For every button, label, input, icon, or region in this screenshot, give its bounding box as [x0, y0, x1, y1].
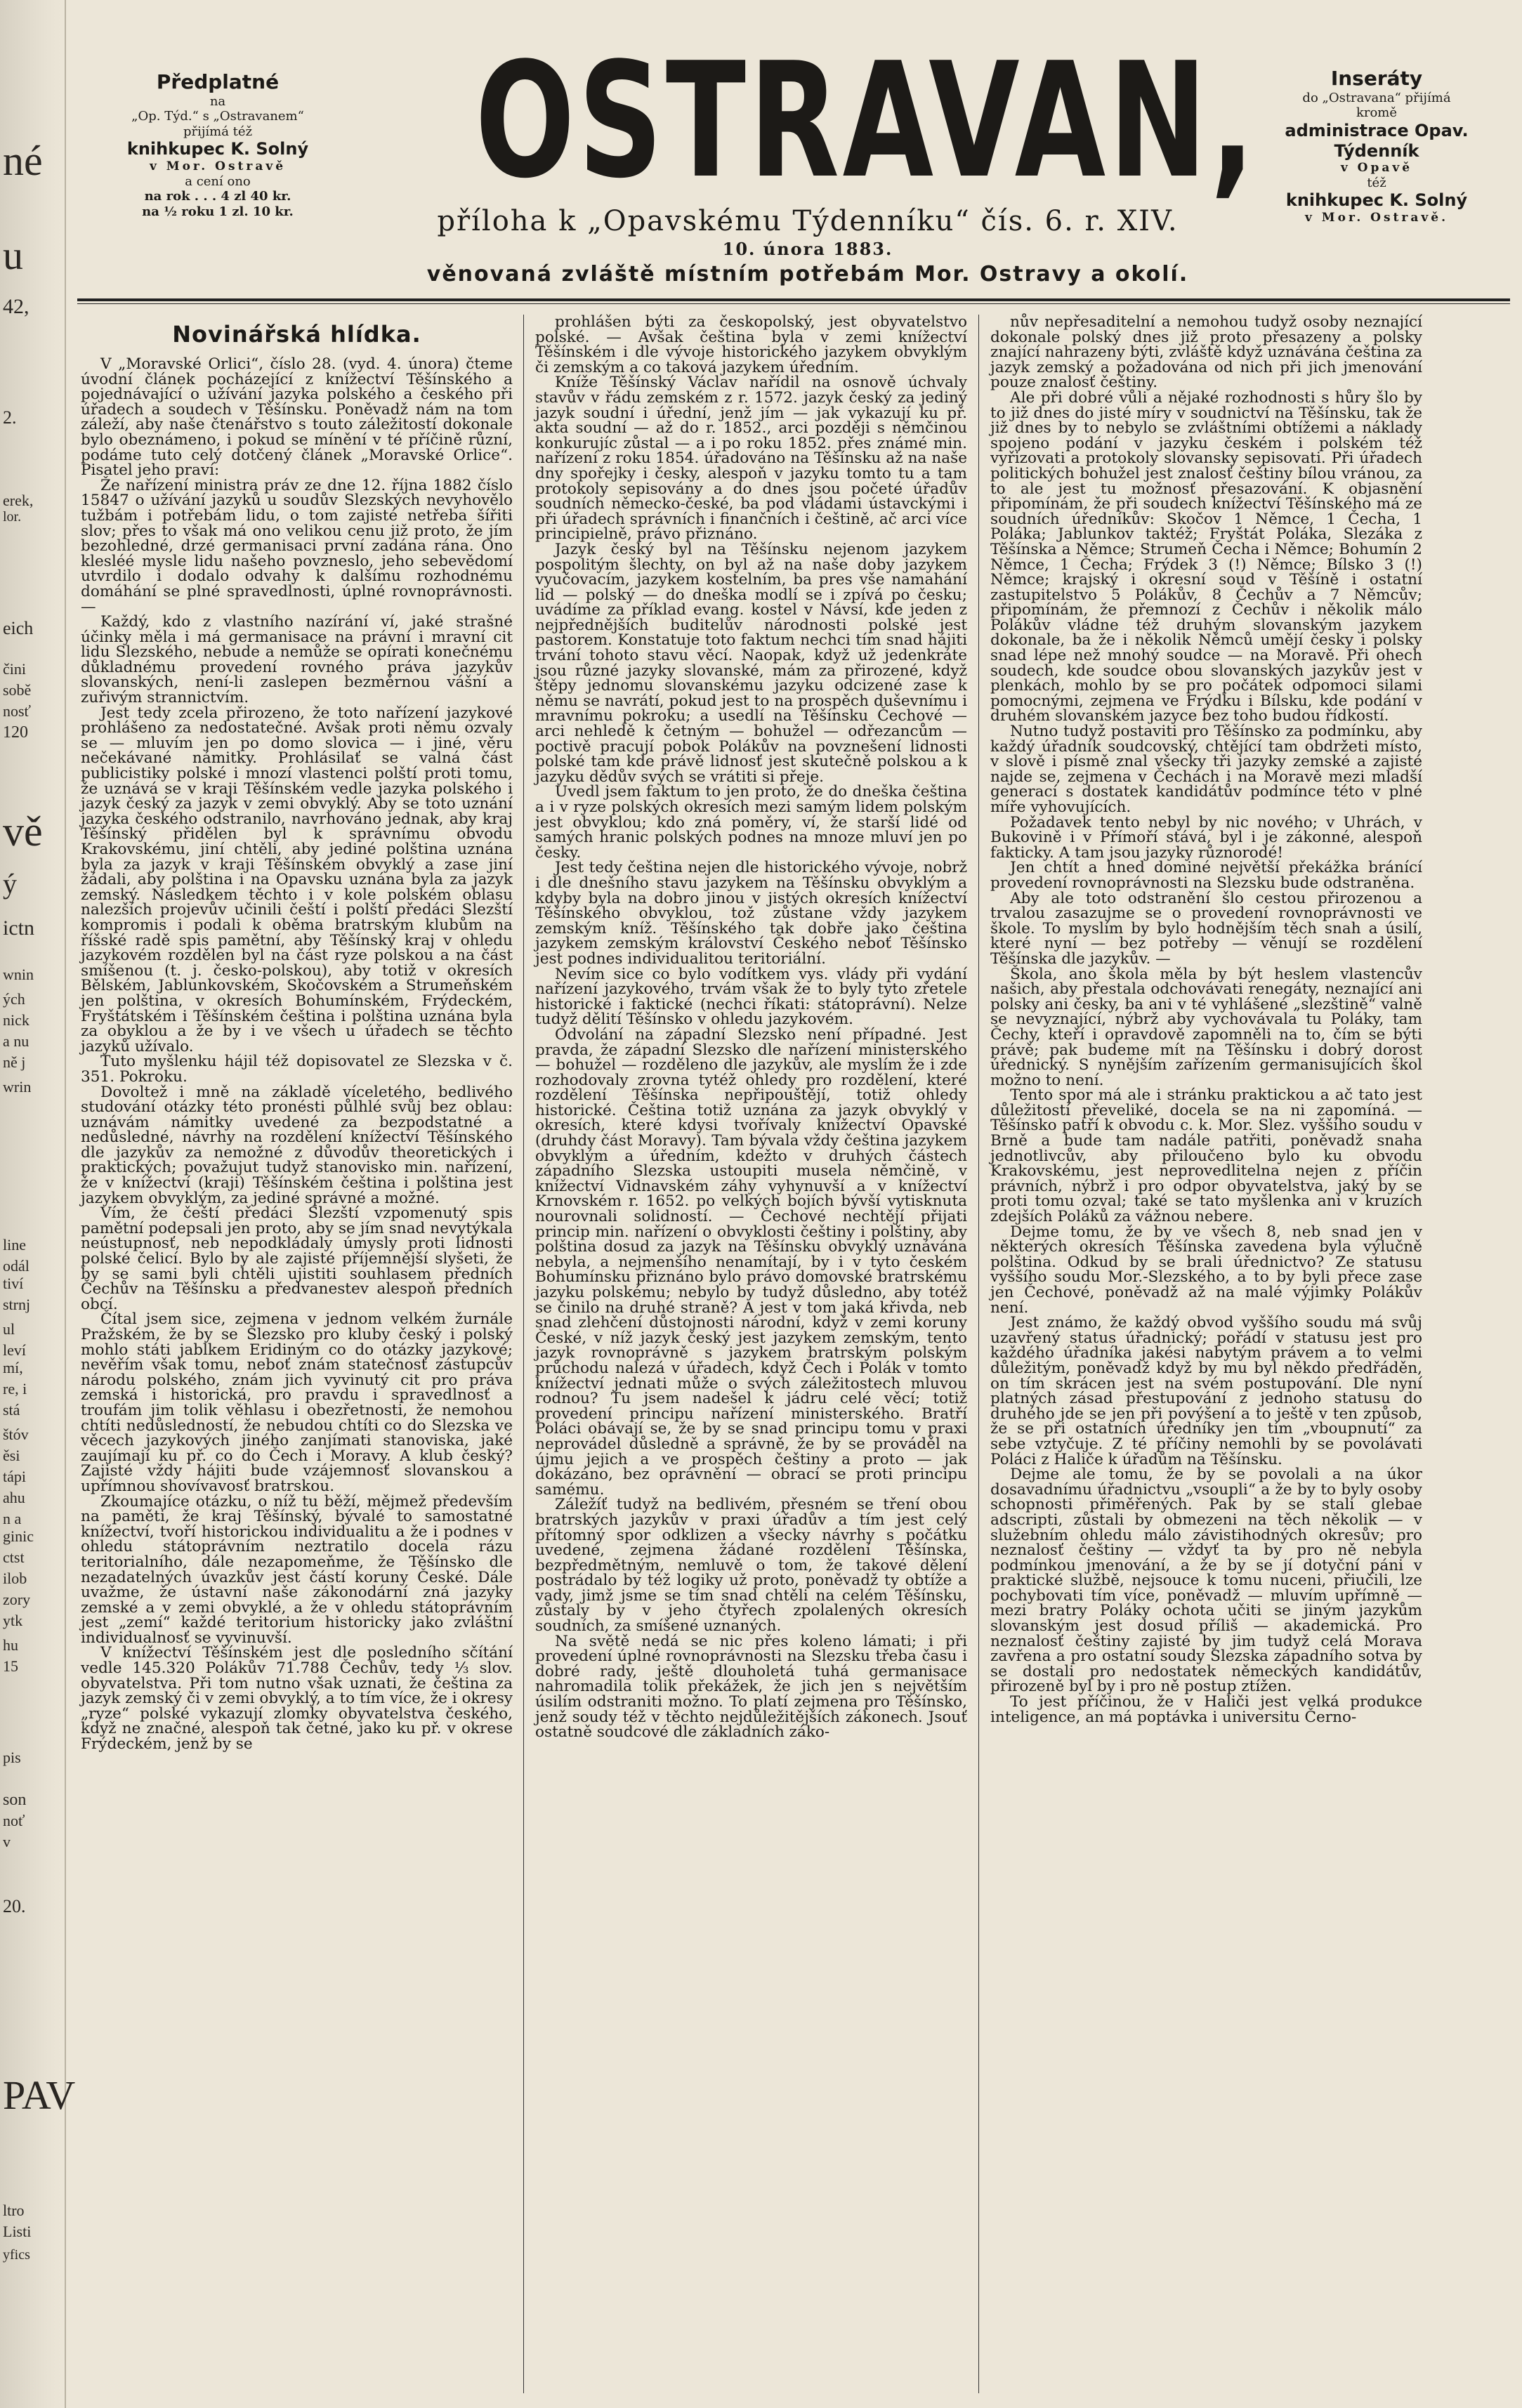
subscription-line: „Op. Týd.“ s „Ostravanem“ — [131, 109, 304, 124]
bleed-text-fragment: erek, — [3, 492, 34, 509]
bleed-text-fragment: pis — [3, 1749, 21, 1766]
article-paragraph: Kníže Těšínský Václav nařídil na osnově úchvaly stavův v řádu zemském z r. 1572. jazyk český za jediný jazyk soudní i úřední, jenž jím — jak vykazují ku př. akta soudní — až do r. 1852., arci později s němčinou konkurujíc zůstal — a i po roku 1852. přes známé min. nařízení z roku 1854. úřadováno na Těšínsku až na naše dny spořejky i česky, alespoň v jazyku tomto tu a tam protokoly sepisovány a do dnes jsou početé úřadův soudních německo-české, ba pod vládami ústavckými i při úřadech správních i finančních i češtině, ač arci více principielně, právo přiznáno. — [535, 374, 967, 544]
advertising-line: též — [1367, 175, 1386, 190]
bleed-text-fragment: n a — [3, 1510, 22, 1527]
column-2-body — [535, 315, 967, 1740]
bleed-text-fragment: wnin — [3, 966, 34, 983]
article-paragraph: Ale při dobré vůli a nějaké rozhodnosti s hůry šlo by to již dnes do jisté míry v soudnictví na Těšínsku, tak že již dnes by to nebylo se zvláštními obtížemi a náklady spojeno podání v jazyku českém i polském též vyřizovati a protokoly slovansky sepisovati. Při úřadech politických bohužel jest znalosť češtiny bílou vránou, za to ale jest tu možnosť přesazování. K objasnění připomínám, že při soudech knížectví Těšínského má ze soudních úředníkův: Skočov 1 Němce, 1 Čecha, 1 Poláka; Jablunkov taktéž; Fryštát Poláka, Slezáka z Těšínska a Němce; Strumeň Čecha i Němce; Bohumín 2 Němce, 1 Čecha; Frýdek 3 (!) Němce; Bílsko 3 (!) Němce; krajský i okresní soud v Těšíně i ostatní zastupitelstvo 5 Polákův, 8 Čechův a 7 Němcův; připomínám, že přemnozí z Čechův i několik málo Polákův vládne též druhým slovanským jazykem dokonale, ba že i několik Němců umějí česky i polsky snad lépe než mnohý soudce — na Moravě. Při ohech soudech, kde soudce obou slovanských jazykův jest v plenkách, mohlo by se pro počátek odpomoci silami pomocnými, zejmena ve Frýdku i Bílsku, kde podání v druhém slovanském jazyce bez toho budou řídkostí. — [990, 388, 1422, 725]
bleed-text-fragment: 42, — [3, 295, 29, 318]
bleed-text-fragment: ně j — [3, 1053, 26, 1071]
bleed-text-fragment: nick — [3, 1011, 29, 1029]
bleed-text-fragment: 120 — [3, 723, 28, 742]
bleed-text-fragment: strnj — [3, 1296, 31, 1313]
bleed-text-fragment: ytk — [3, 1612, 23, 1629]
article-paragraph: nův nepřesaditelní a nemohou tudyž osoby neznající dokonale polský dnes již proto přesazeny a polsky znající nahrazeny býti, zvláště když uznávána čeština za jazyk zemský a požadována od nich při jich jmenování pouze znalosť češtiny. — [990, 313, 1422, 392]
bleed-text-fragment: PAV — [3, 2072, 76, 2118]
advertising-box — [1250, 67, 1503, 225]
bookshop-place: v Mor. Ostravě — [149, 159, 287, 174]
article-paragraph: Vím, že čeští předáci Slezští vzpomenutý spis pamětní podepsali jen proto, aby se jím snad nevytýkala neústupnosť, neb nepodkládaly úmysly proti lidnosti polské čelicí. Bylo by ale zajisté příjemnější slyšeti, že by se sami byli chtěli ujistiti souhlasem předních Čechův na Těšínsku a předvanestev alespoň předních obcí. — [81, 1204, 513, 1313]
bleed-text-fragment: lor. — [3, 509, 22, 525]
bleed-text-fragment: tiví — [3, 1275, 24, 1292]
bleed-text-fragment: hu — [3, 1636, 18, 1654]
article-paragraph: Na světě nedá se nic přes koleno lámati; i při provedení úplné rovnoprávnosti na Slezsku třeba času i dobré rady, ještě dlouholetá tuhá germanisace nahromadila tolik překážek, že jich jen s největším úsilím odstraniti možno. To platí zejmena pro Těšínsko, jenž soudy též v těchto nejdůležitějších zákonech. Jsouť ostatně soudcové dle základních záko- — [535, 1632, 967, 1742]
bleed-text-fragment: 20. — [3, 1896, 26, 1916]
bleed-text-fragment: odál — [3, 1257, 29, 1275]
subscription-line: na — [209, 93, 226, 109]
article-paragraph: Odvolání na západní Slezsko není případné. Jest pravda, že západní Slezsko dle nařízení ministerského — bohužel — rozděleno dle jazykův, ale myslím že i zde rozhodovaly zrovna tytéž ohledy pro rozdělení, které rozdělení Těšínska nepřipouštějí, totiž ohledy historické. Čeština totiž uznána za jazyk obvyklý v okresích, které kdysi tvořívaly knížectví Opavské (druhdy část Moravy). Tam bývala vždy čeština jazykem obvyklým a úředním, kdežto v druhých částech západního Slezska ustoupiti musela němčině, v knížectví Vidnavském záhy vyhynuvší a v knížectví Krnovském r. 1652. po velkých bojích bývší vytisknuta nourovnali solidností. — Čechové nechtějí přijati princip min. nařízení o obvyklosti češtiny i polštiny, aby polština dosud za jazyk na Těšínsku obvyklý uznávána nebyla, a nejmenšího nenamítají, by i v tyto českém Bohumínsku přiznáno bylo právo domovské bratrskému jazyku polskému; nebylo by tudyž důsledno, aby totéž se činilo na druhé straně? A jest v tom jaká křivda, neb snad zlehčení důstojnosti národní, když v zemi koruny České, v níž jazyk český jest jazykem zemským, tento jazyk rovnoprávně s jazykem bratrským polským průchodu nalezá v úřadech, když Čech i Polák v tomto knížectví jednati může o svých záležitostech mluvou rodnou? Tu jsem nadešel k jádru celé věcí; totiž provedení principu nařízení ministerského. Bratří Poláci obávají se, že by se snad principu tomu v praxi neprovádel důsledně a správně, že by se prováděl na újmu jejich a ve prospěch češtiny a proto — jak dokázáno, bez oprávnění — obrací se proti principu samému. — [535, 1025, 967, 1499]
article-paragraph: To jest příčinou, že v Haliči jest velká produkce inteligence, an má poptávka i universitu Černo- — [990, 1693, 1422, 1726]
price-half-year: na ½ roku 1 zl. 10 kr. — [142, 204, 294, 219]
article-paragraph: Každý, kdo z vlastního nazírání ví, jaké strašné účinky měla i má germanisace na právní i mravní cit lidu Slezského, nebude a nemůže se opírati konečnému důkladnému provedení rovného práva jazykův slovanských, není-li zaslepen bezměrnou vášní a zuřivým strannictvím. — [81, 613, 513, 707]
bleed-text-fragment: 2. — [3, 407, 17, 428]
article-paragraph: Dovoltež i mně na základě víceletého, bedlivého studování otázky této pronésti půlhlé svůj bez oblau: uznávám námitky uvedené za bezpodstatné a nedůsledné, návrhy na rozdělení knížectví Těšínského dle jazykův za nemožné z důvodův theoretických i praktických; považujut tudyž stanovisko min. nařízení, že v knížectví (kraji) Těšínském čeština i polština jest jazykem obvyklým, za jediné správné a možné. — [81, 1083, 513, 1207]
bleed-text-fragment: Listi — [3, 2223, 32, 2240]
bookshop-name: knihkupec K. Solný — [1285, 190, 1468, 211]
bleed-text-fragment: ul — [3, 1320, 15, 1338]
bleed-text-fragment: wrin — [3, 1078, 32, 1096]
article-paragraph: Že nařízení ministra práv ze dne 12. října 1882 číslo 15847 o užívání jazyků u soudův Slezských nevyhovělo tužbám i potřebám lidu, o tom zajisté netřeba šířiti slov; přes to však má ono velikou cenu již proto, že jím bezohledné, drzé germanisaci první zadána rána. Ono klesléé mysle lidu našeho povzneslo, jeho sebevědomí utvrdilo i dodalo odvahy k dalšímu rozhodnému domáhání se plné spravedlnosti, úplné rovnoprávnosti. — — [81, 476, 513, 616]
article-paragraph: V knížectví Těšínském jest dle posledního sčítání vedle 145.320 Polákův 71.788 Čechův, tedy ⅓ slov. obyvatelstva. Při tom nutno však uznati, že čeština za jazyk zemský či v zemi obvyklý, a to tím více, že i okresy „ryze“ polské vykazují zlomky obyvatelstva českého, když ne značné, alespoň tak četné, jako ku př. v okrese Frýdeckém, jenž by se — [81, 1644, 513, 1754]
bleed-text-fragment: son — [3, 1791, 27, 1809]
masthead — [77, 28, 1510, 295]
bleed-text-fragment: ahu — [3, 1489, 25, 1506]
article-paragraph: Záležíť tudyž na bedlivém, přesném se tření obou bratrských jazykův v praxi úřadův a tím jest celý přítomný spor odklizen a všecky návrhy s počátku uvedené, zejmena žádané rozdělení Těšínska, bezpředmětným, nemluvě o tom, že takové dělení postrádalo by též logiky už proto, poněvadž ty obtíže a vady, jimž jsme se tím snad chtěli na celém Těšínsku, zůstaly by v jeho čtyřech zpolalených okresích soudních, za smíšené uznaných. — [535, 1496, 967, 1636]
advertising-heading: Inseráty — [1330, 67, 1423, 90]
bleed-text-fragment: leví — [3, 1341, 26, 1359]
article-paragraph: Jest známo, že každý obvod vyššího soudu má svůj uzavřený status úřadnický; pořádí v statusu jest pro každého úřadníka jakési nabytým právem a to velmi důležitým, poněvadž když by mu byl někdo předřáděn, on tím skrácen jest na svém postupování. Dle nyní platných zásad přestupování z jednoho statusu do druhého jde se jen při povýšení a to ještě v ten způsob, že se při ostatních úředníky jen tím „vboupnutí“ za sebe vztyčuje. Z té příčiny nemohli by se povolávati Poláci z Haliče k úřadům na Těšínsku. — [990, 1314, 1422, 1468]
adjacent-page-bleed — [0, 0, 76, 2408]
article-paragraph: Jest tedy zcela přirozeno, že toto nařízení jazykové prohlášeno za nedostatečné. Avšak proti němu ozvaly se — mluvím jen po domo slovica — i jiné, věru nečekávané námitky. Prohlásilať se valná část publicistiky polské i mnozí vlastenci polští proti tomu, že uznává se v kraji Těšínském vedle jazyka polského i jazyk český za jazyk v zemi obvyklý. Aby se toto uznání jazyka českého odstranilo, navrhováno jednak, aby kraj Těšínský přidělen byl k správnímu obvodu Krakovskému, jiní chtěli, aby jediné polština uznána byla za jazyk v kraji Těšínském obvyklý a zase jiní žádali, aby polština i na Opavsku uznána byla za jazyk zemský. Následkem těchto i v kole polském oblasu nalezších projevův učinili čeští i polští předáci Slezští kompromis i podali k oběma bratrským klubům na říšské radě spis pamětní, aby Těšínský kraj v ohledu jazykovém rozdělen byl na část ryze polskou a na část smíšenou (t. j. česko-polskou), aby totiž v okresích Bělském, Jablunkovském, Skočovském a Strumeňském jen polština, v okresích Bohumínském, Frýdeckém, Fryštátském i Těšínském čeština i polština uznána byla za obyklou a že by i ve všech u úřadech se těchto jazyků užívalo. — [81, 704, 513, 1055]
article-title: Novinářská hlídka. — [172, 321, 421, 348]
bookshop-name: knihkupec K. Solný — [126, 139, 309, 159]
article-paragraph: Jest tedy čeština nejen dle historického vývoje, nobrž i dle dnešního stavu jazykem na Těšínsku obvyklým a kdyby byla na dobro jinou v jistých okresích knížectví Těšínského obvyklou, tož zůstane vždy jazykem zemským kníž. Těšínského tak dobře jako čeština jazykem zemským království Českého neboť Těšínsko jest podnes individualitou teritoriální. — [535, 859, 967, 968]
advertising-line: kromě — [1356, 105, 1398, 121]
issue-date: 10. února 1883. — [722, 239, 893, 259]
bleed-text-fragment: ctst — [3, 1548, 25, 1566]
article-paragraph: Tento spor má ale i stránku praktickou a ač tato jest důležitostí převeliké, docela se na ni zapomíná. — Těšínsko patří k obvodu c. k. Mor. Slez. vyššího soudu v Brně a bude tam nadále patřiti, poněvadž snaha jednotlivcův, aby přiloučeno bylo ku obvodu Krakovskému, jest neprovedlitelna nejen z příčin právních, nýbrž i pro odpor obyvatelstva, jaký by se proti tomu ozval; také se tato myšlenka ani v kruzích zdejších Poláků za vážnou nebere. — [990, 1086, 1422, 1226]
bleed-text-fragment: sobě — [3, 681, 32, 699]
article-paragraph: Nevím sice co bylo vodítkem vys. vlády při vydání nařízení jazykového, trvám však že to byly tyto zřetele historické i faktické (nechci říkati: státoprávní). Nelze tudyž dělití Těšínsko v ohledu jazykovém. — [535, 965, 967, 1029]
bleed-text-fragment: tápi — [3, 1468, 26, 1485]
bookshop-place: v Mor. Ostravě. — [1304, 211, 1448, 225]
bleed-text-fragment: ltro — [3, 2202, 25, 2219]
article-paragraph: Uvedl jsem faktum to jen proto, že do dneška čeština a i v ryze polských okresích mezi samým lidem polským jest obvyklou; kdo zná poměry, ví, že starší lidé od samých hranic polských podnes na mnoze mluví jen po česky. — [535, 783, 967, 862]
article-paragraph: Aby ale toto odstranění šlo cestou přirozenou a trvalou zasazujme se o provedení rovnoprávnosti ve škole. To myslím by bylo hodnějším těch snah a úsilí, které nyní — bez potřeby — věnují se rozdělení Těšínska dle jazykův. — — [990, 889, 1422, 968]
bleed-text-fragment: 15 — [3, 1657, 18, 1675]
article-paragraph: Tuto myšlenku hájil též dopisovatel ze Slezska v č. 351. Pokroku. — [81, 1053, 513, 1086]
newspaper-subtitle: příloha k „Opavskému Týdenníku“ čís. 6. r. XIV. — [437, 205, 1179, 237]
administration-name: administrace Opav. Týdenník — [1285, 120, 1469, 161]
article-paragraph: Dejme tomu, že by ve všech 8, neb snad jen v některých okresích Těšínska zavedena byla výlučně polština. Odkud by se brali úřednictvo? Ze statusu vyššího soudu Mor.-Slezského, a to by byli přece zase jen Čechové, poněvadž až na malé výjimky Polákův není. — [990, 1223, 1422, 1317]
column-3-body — [990, 315, 1422, 1725]
column-divider — [523, 315, 524, 2393]
article-paragraph: V „Moravské Orlici“, číslo 28. (vyd. 4. února) čteme úvodní článek pocházející z knížectví Těšínského a pojednávající o užívání jazyka polského a českého při úřadech a soudech v Těšínsku. Poněvadž nám na tom záleží, aby naše čtenářstvo s touto záležitostí dokonale bylo obeznámeno, i pokud se mínění v té příčině různí, podáme tuto celý dotčený článek „Moravské Orlice“. Pisatel jeho praví: — [81, 355, 513, 480]
bleed-text-fragment: ictn — [3, 916, 34, 940]
administration-place: v Opavě — [1340, 161, 1413, 176]
article-paragraph: Požadavek tento nebyl by nic nového; v Uhrách, v Bukovině i v Přímoří stává, byl i je zákonné, alespoň fakticky. A tam jsou jazyky různorodé! — [990, 813, 1422, 862]
bleed-text-fragment: ý — [3, 868, 17, 900]
article-paragraph: Škola, ano škola měla by být heslem vlastencův našich, aby přestala odchovávati renegáty, neznající ani polsky ani česky, ba ani v té vyhlášené „slezštině“ valně se nevyznající, nýbrž aby vychovávala tu Poláky, tam Čechy, kteří i opravdově zapomněli na to, čím se býti právě; pak budeme mít na Těšínsku i dobrý dorost úřednický. S nynějším zařízením germanisujících škol možno to není. — [990, 965, 1422, 1089]
bleed-text-fragment: noť — [3, 1812, 25, 1829]
bleed-text-fragment: v — [3, 1833, 11, 1850]
bleed-text-fragment: eich — [3, 618, 34, 638]
bleed-text-fragment: stá — [3, 1401, 20, 1419]
column-1 — [81, 315, 513, 2393]
price-year: na rok . . . 4 zl 40 kr. — [144, 189, 291, 204]
article-paragraph: Jen chtít a hned dominé největší překážka bránící provedení rovnoprávnosti na Slezsku bude odstraněna. — [990, 859, 1422, 892]
column-1-body — [81, 357, 513, 1752]
article-paragraph: Dejme ale tomu, že by se povolali a na úkor dosavadnímu úřadnictvu „vsoupli“ a že by to byly osoby schopnosti přiměřených. Pak by se stali glebae adscripti, zůstali by obmezeni na těch několik — v služebním ohledu málo závistihodných okresův; pro neznalosť češtiny — vždyť ta by pro ně nebyla podmínkou jmenování, a že by se jí dotyční páni v praktické službě, nejsouce k tomu nuceni, přiučili, lze pochybovati tím více, poněvadž — mluvím upřímně — mezi bratry Poláky ochota učiti se jiným jazykům slovanským jest dosud příliš — akademická. Pro neznalosť češtiny zajisté by jim tudyž celá Morava zavřena a pro ostatní soudy Slezska západního sotva by se dostali pro nedostatek německých kandidátův, přirozeně byl by i pro ně postup ztížen. — [990, 1466, 1422, 1696]
column-divider — [978, 315, 979, 2393]
bleed-text-fragment: ilob — [3, 1570, 27, 1587]
bleed-text-fragment: yfics — [3, 2247, 30, 2263]
subscription-line: a cení ono — [185, 173, 251, 189]
subscription-box — [91, 70, 344, 219]
newspaper-title: OSTRAVAN, — [475, 29, 1258, 213]
article-paragraph: Jazyk český byl na Těšínsku nejenom jazykem pospolitým šlechty, on byl až na naše doby jazykem vyučovacím, jazykem kostelním, ba pres vše namahání lid — polský — do dneška modlí se i zpívá po česku; uvádíme za příklad evang. kostel v Návsí, kde jeden z nejpřednějších buditelův národnosti polské jest pastorem. Konstatuje toto faktum nechci tím snad hájiti trvání tohoto stavu věcí. Naopak, když už jedenkráte jsou různé jazyky slovanské, mám za přirozené, když štěpy jednomu slovanskému jazyku odcizené zase k němu se navrátí, pokud jest to na prospěch duševnímu i mravnímu pokroku; a usedlí na Těšínsku Čechové — arci nehledě k četným — bohužel — odřezancům — poctivě pracují pobok Polákův na povznešení lidnosti polské tam kde právě lidnosť jest skutečně polskou a k jazyku dědův svých se vrátiti si přeje. — [535, 540, 967, 786]
newspaper-tagline: věnovaná zvláště místním potřebám Mor. Ostravy a okolí. — [426, 262, 1189, 287]
advertising-line: do „Ostravana“ přijímá — [1302, 90, 1451, 105]
bleed-text-fragment: re, i — [3, 1380, 27, 1397]
subscription-line: přijímá též — [183, 124, 253, 139]
bleed-text-fragment: a nu — [3, 1032, 29, 1050]
bleed-text-fragment: zory — [3, 1591, 31, 1608]
subscription-heading: Předplatné — [156, 70, 280, 93]
column-2 — [535, 315, 967, 2393]
bleed-text-fragment: ých — [3, 990, 25, 1008]
bleed-text-fragment: mí, — [3, 1359, 23, 1376]
article-paragraph: prohlášen býti za českopolský, jest obyvatelstvo polské. — Avšak čeština byla v zemi knížectví Těšínském i dle vývoje historického jazykem obvyklým či zemským a co taková jazykem úředním. — [535, 313, 967, 376]
article-paragraph: Zkoumajíce otázku, o níž tu běží, mějmež především na paměti, že kraj Těšínský, bývalé to samostatné knížectví, tvoří historickou individualitu a že i podnes v ohledu státoprávním neztratilo docela rázu teritorialního, dále nezapomeňme, že Těšínsko dle nezadatelných úvazkův jest částí koruny České. Dále uvažme, že ústavní naše zákonodární zná jazyky zemské a v zemi obvyklé, a že v ohledu státoprávním jest „zemí“ každé teritorium historicky jako zvláštní individualnosť se vyvinuvší. — [81, 1492, 513, 1647]
bleed-text-fragment: vě — [3, 808, 43, 855]
bleed-text-fragment: nosť — [3, 702, 31, 720]
bleed-text-fragment: štóv — [3, 1426, 29, 1443]
bleed-text-fragment: čini — [3, 660, 26, 678]
column-3 — [990, 315, 1422, 2393]
article-paragraph: Nutno tudyž postaviti pro Těšínsko za podmínku, aby každý úřadník soudcovský, chtějící tam obdržeti místo, v slově i písmě znal všecky tři jazyky zemské a zajisté najde se, zejmena v Čechách i na Moravě mezi mladší generací s dostatek kandidátův podmínce této v plné míře vyhovujících. — [990, 723, 1422, 816]
masthead-rule — [77, 298, 1510, 301]
bleed-text-fragment: ěsi — [3, 1447, 20, 1464]
bleed-text-fragment: u — [3, 232, 23, 278]
masthead-rule-thin — [77, 303, 1510, 304]
masthead-center — [358, 29, 1258, 287]
bleed-text-fragment: né — [3, 138, 43, 184]
bleed-text-fragment: line — [3, 1236, 26, 1254]
article-paragraph: Čítal jsem sice, zejmena v jednom velkém žurnále Pražském, že by se Slezsko pro kluby český i polský mohlo státi jablkem Eridiným co do otázky jazykové; nevěřím však tomu, neboť znám statečnosť zástupcův národu polského, znám jich vyvinutý cit pro práva zemská i historická, pro pravdu i spravedlnosť a troufám jim tolik věhlasu i obezřetnosti, že nemohou chtíti nedůsledností, že nebudou chtíti co do Slezska ve věcech jazykových jiného zanjímati stanoviska, jaké zaujímají ku př. co do Čech i Moravy. A klub český? Zajisté vždy hájiti bude vzájemnosť slovanskou a upřímnou shovívavosť bratrskou. — [81, 1310, 513, 1495]
bleed-text-fragment: ginic — [3, 1527, 34, 1545]
